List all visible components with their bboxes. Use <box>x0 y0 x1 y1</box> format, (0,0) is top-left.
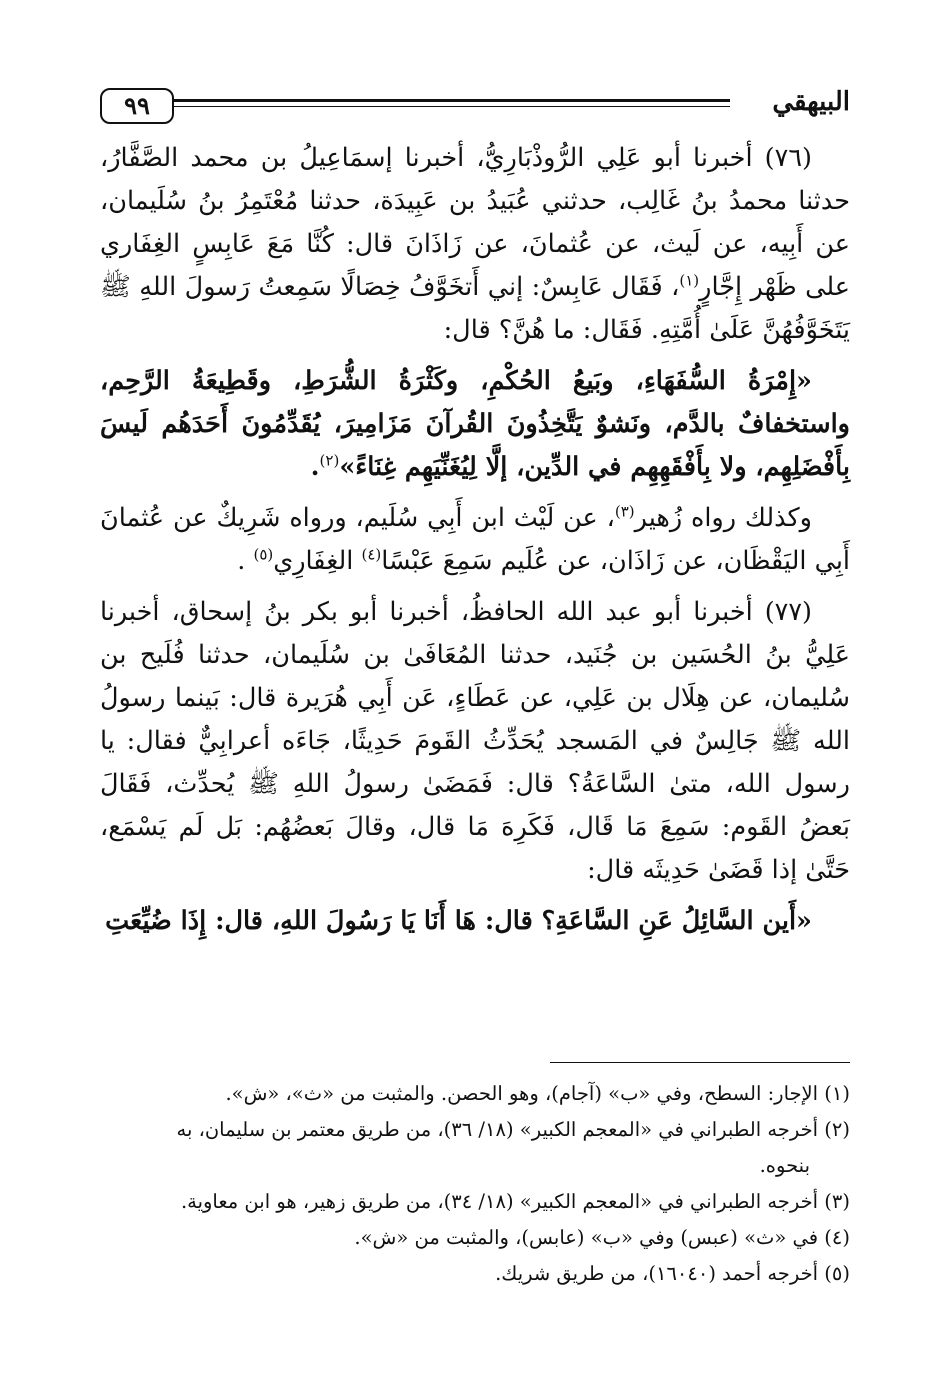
narration-text-b: ، عن لَيْث ابن أَبِي سُلَيم، ورواه شَرِيكٌ عن عُثمانَ أَبِي اليَقْظَان، عن زَاذَان، عن عُلَيم سَمِعَ عَبْسًا <box>100 503 850 576</box>
footnote-1: (١) الإجار: السطح، وفي «ب» (آجام)، وهو الحصن. والمثبت من «ث»، «ش». <box>225 1082 850 1105</box>
narration-text-d: . <box>237 546 254 576</box>
page-header <box>100 84 850 124</box>
hadith-quote-1 <box>100 360 850 489</box>
paragraph-narration <box>100 497 850 583</box>
book-title: البيهقي <box>772 87 850 117</box>
footnote-ref-4[interactable]: (٤) <box>361 545 382 564</box>
footnote-3: (٣) أخرجه الطبراني في «المعجم الكبير» (١٨/ ٣٤)، من طريق زهير، هو ابن معاوية. <box>180 1190 850 1213</box>
hadith-quote-2-text: «أَين السَّائِلُ عَنِ السَّاعَةِ؟ قال: هَا أَنَا يَا رَسُولَ اللهِ، قال: إِذَا ضُيِّعَتِ <box>105 906 812 936</box>
hadith-quote-2 <box>100 900 850 943</box>
narration-text-c: الغِفَارِي <box>273 546 362 576</box>
main-text <box>100 137 850 951</box>
footnote-2: (٢) أخرجه الطبراني في «المعجم الكبير» (١٨/ ٣٦)، من طريق معتمر بن سليمان، به <box>176 1118 850 1141</box>
footnotes <box>100 1076 850 1292</box>
footnote-ref-1[interactable]: (١) <box>679 271 700 290</box>
hadith-quote-1-end: . <box>310 452 320 482</box>
paragraph-77 <box>100 591 850 892</box>
narration-text-a: وكذلك رواه زُهير <box>634 503 813 533</box>
footnote-4: (٤) في «ث» (عبس) وفي «ب» (عابس)، والمثبت من «ش». <box>354 1226 850 1249</box>
paragraph-77-text: (٧٧) أخبرنا أبو عبد الله الحافظُ، أخبرنا أبو بكر بنُ إسحاق، أخبرنا عَلِيُّ بنُ الحُسَين بن جُنَيد، حدثنا المُعَافَىٰ بن سُلَيمان، حدثنا فُلَيح بن سُليمان، عن هِلَال بن عَلِي، عن عَطَاءٍ، عَن أَبِي هُرَيرة قال: بَينما رسولُ الله ﷺ جَالِسٌ في المَسجد يُحَدِّثُ القَومَ حَدِيثًا، جَاءَه أعرابِيٌّ فقال: يا رسول الله، متىٰ السَّاعَةُ؟ قال: فَمَضَىٰ رسولُ اللهِ ﷺ يُحدِّث، فَقَالَ بَعضُ القَوم: سَمِعَ مَا قَال، فَكَرِهَ مَا قال، وقالَ بَعضُهُم: بَل لَم يَسْمَع، حَتَّىٰ إذا قَضَىٰ حَدِيثَه قال: <box>100 597 850 885</box>
page-number: ٩٩ <box>100 88 174 124</box>
header-rule <box>168 99 730 107</box>
footnote-separator <box>550 1062 850 1063</box>
footnote-ref-5[interactable]: (٥) <box>253 545 274 564</box>
paragraph-76-text-rest: ، فَقَال عَابِسٌ: إني أَتخَوَّفُ خِصَالًا سَمِعتُ رَسولَ اللهِ ﷺ يَتَخَوَّفُهُنَّ عَلَىٰ أُمَّتِهِ. فَقَال: ما هُنَّ؟ قال: <box>100 272 850 345</box>
paragraph-76-text: (٧٦) أخبرنا أبو عَلِي الرُّوذْبَارِيُّ، أخبرنا إسمَاعِيلُ بن محمد الصَّفَّارُ، حدثنا محمدُ بنُ غَالِب، حدثني عُبَيدُ بن عَبِيدَة، حدثنا مُعْتَمِرُ بنُ سُلَيمان، عن أَبِيه، عن لَيث، عن عُثمانَ، عن زَاذَانَ قال: كُنَّا مَعَ عَابِسٍ الغِفَاري على ظَهْر إِجَّارٍ <box>100 143 850 302</box>
footnote-5: (٥) أخرجه أحمد (١٦٠٤٠)، من طريق شريك. <box>495 1262 850 1285</box>
paragraph-76 <box>100 137 850 352</box>
hadith-quote-1-text: «إِمْرَةُ السُّفَهَاءِ، وبَيعُ الحُكْمِ، وكَثْرَةُ الشُّرَطِ، وقَطِيعَةُ الرَّحِم، واستخفافٌ بالدَّم، ونَشوٌ يَتَّخِذُونَ القُرآنَ مَزَامِيرَ، يُقَدِّمُونَ أَحَدَهُم لَيسَ بِأَفْضَلِهِم، ولا بِأَفْقَهِهِم في الدِّين، إلَّا لِيُغَنِّيَهِم غِنَاءً» <box>100 366 850 482</box>
footnote-ref-2[interactable]: (٢) <box>319 451 340 470</box>
footnote-2-continued: بنحوه. <box>759 1154 810 1177</box>
footnote-ref-3[interactable]: (٣) <box>614 502 635 521</box>
